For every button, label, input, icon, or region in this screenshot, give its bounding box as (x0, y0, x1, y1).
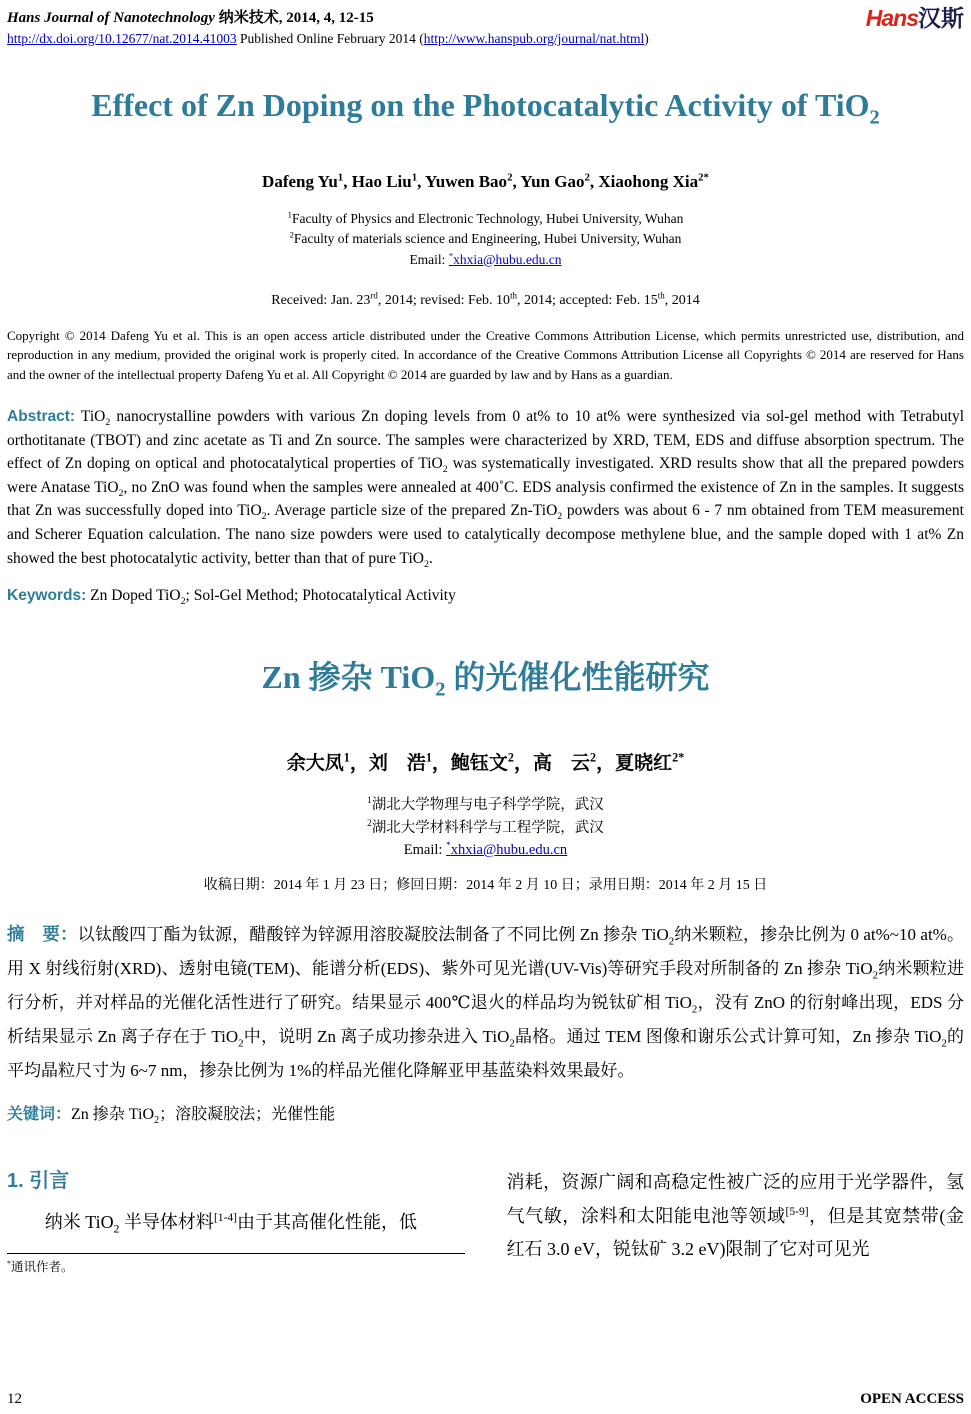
keywords-label-english: Keywords: (7, 587, 87, 605)
close-paren: ) (644, 31, 649, 46)
intro-two-column-section (7, 1164, 964, 1274)
affiliation-2-chinese: $^2$湖北大学材料科学与工程学院，武汉 (367, 818, 604, 836)
abstract-label-english: Abstract: (7, 408, 76, 426)
keywords-text-english: Zn Doped TiO$_2$; Sol-Gel Method; Photocatalytical Activity (86, 587, 456, 608)
abstract-chinese (7, 917, 964, 1088)
email-label: Email: (403, 842, 447, 859)
abstract-text-english: TiO$_2$ nanocrystalline powders with various Zn doping levels from 0 at% to 10 at% were synthesized via sol-gel method with Tetrabutyl orthotitanate (TBOT) and zinc acetate as Ti and Zn source. The samples were characterized by XRD, TEM, EDS and diffuse absorption spectrum. The effect of Zn doping on optical and photocatalytical properties of TiO$_2$ was systematically investigated. XRD results show that all the prepared powders were Anatase TiO$_2$, no ZnO was found when the samples were annealed at 400˚C. EDS analysis confirmed the existence of Zn in the samples. It suggests that Zn was successfully doped into TiO$_2$. Average particle size of the prepared Zn-TiO$_2$ powders was about 6 - 7 nm obtained from TEM measurement and Scherer Equation calculation. The nano size powders were used to catalytically decompose methylene blue, and the sample doped with 1 at% Zn showed the best photocatalytic activity, better than that of pure TiO$_2$. (7, 408, 964, 570)
page-header (7, 6, 964, 47)
email-link[interactable] (446, 842, 567, 858)
affiliation-1-english: $^1$Faculty of Physics and Electronic Technology, Hubei University, Wuhan (287, 209, 684, 226)
keywords-english (7, 587, 964, 608)
abstract-english (7, 405, 964, 570)
abstract-label-chinese: 摘 要： (7, 924, 78, 945)
hans-logo-latin: Hans (865, 5, 918, 31)
page-footer (7, 1391, 964, 1408)
intro-paragraph-left: 纳米 TiO$_2$ 半导体材料[1-4]由于其高催化性能，低 (44, 1212, 417, 1237)
article-title-english: Effect of Zn Doping on the Photocatalytic Activity of TiO$_2$ (91, 87, 880, 129)
corresponding-author-footnote: *通讯作者。 (7, 1258, 74, 1274)
received-dates-english: Received: Jan. 23rd, 2014; revised: Feb. 10th, 2014; accepted: Feb. 15th, 2014 (271, 290, 700, 308)
email-line-chinese (7, 839, 964, 861)
journal-title-chinese: 纳米技术, 2014, 4, 12-15 (218, 10, 374, 26)
email-star: * (448, 250, 454, 260)
published-online-text: Published Online February 2014 ( (240, 31, 424, 46)
email-label: Email: (409, 251, 449, 267)
hans-logo-cjk: 汉斯 (918, 5, 964, 31)
doi-line (7, 31, 649, 47)
keywords-text-chinese: Zn 掺杂 TiO$_2$；溶胶凝胶法；光催性能 (71, 1106, 336, 1127)
author-list-chinese: 余大凤$^1$，刘 浩$^1$，鲍钰文$^2$，高 云$^2$，夏晓红$^{2*}$ (286, 750, 685, 775)
hans-publisher-logo (866, 7, 964, 30)
footnote-divider (7, 1253, 465, 1254)
journal-site-link[interactable]: http://www.hanspub.org/journal/nat.html (423, 31, 645, 46)
keywords-chinese (7, 1101, 964, 1127)
journal-title-line (7, 6, 649, 27)
affiliations-chinese (7, 794, 964, 861)
intro-left-column (7, 1164, 465, 1274)
email-link[interactable] (449, 252, 562, 267)
journal-title-english: Hans Journal of Nanotechnology (7, 10, 215, 26)
email-address: xhxia@hubu.edu.cn (453, 251, 562, 267)
email-star: * (446, 841, 451, 852)
section-1-heading: 1. 引言 (7, 1170, 70, 1193)
email-line-english (7, 250, 964, 270)
affiliations-english (7, 209, 964, 270)
page-number: 12 (7, 1391, 22, 1407)
affiliation-1-chinese: $^1$湖北大学物理与电子科学学院，武汉 (367, 796, 604, 814)
intro-right-column (507, 1164, 965, 1266)
keywords-label-chinese: 关键词： (7, 1106, 72, 1124)
affiliation-2-english: $^2$Faculty of materials science and Engineering, Hubei University, Wuhan (289, 229, 682, 247)
email-address: xhxia@hubu.edu.cn (450, 842, 568, 859)
open-access-label: OPEN ACCESS (860, 1391, 964, 1407)
copyright-notice: Copyright © 2014 Dafeng Yu et al. This is an open access article distributed under the Creative Commons Attribution License, which permits unrestricted use, distribution, and reproduction in any medium, provided the original work is properly cited. In accordance of the Creative Commons Attribution License all Copyrights © 2014 are reserved for Hans and the owner of the intellectual property Dafeng Yu et al. All Copyright © 2014 are guarded by law and by Hans as a guardian. (7, 327, 964, 382)
doi-link[interactable]: http://dx.doi.org/10.12677/nat.2014.41003 (7, 31, 237, 46)
article-title-chinese: Zn 掺杂 TiO$_2$ 的光催化性能研究 (261, 659, 710, 701)
intro-paragraph-right: 消耗，资源广阔和高稳定性被广泛的应用于光学器件，氢气气敏，涂料和太阳能电池等领域[5-9]，但是其宽禁带(金红石 3.0 eV，锐钛矿 3.2 eV)限制了它对可见光 (506, 1172, 964, 1260)
author-list-english: Dafeng Yu$^1$, Hao Liu$^1$, Yuwen Bao$^2$, Yun Gao$^2$, Xiaohong Xia$^{2*}$ (262, 171, 709, 191)
received-dates-chinese: 收稿日期：2014 年 1 月 23 日；修回日期：2014 年 2 月 10 日；录用日期：2014 年 2 月 15 日 (203, 878, 768, 894)
journal-info (7, 6, 649, 47)
abstract-text-chinese: 以钛酸四丁酯为钛源，醋酸锌为锌源用溶胶凝胶法制备了不同比例 Zn 掺杂 TiO$_2$纳米颗粒，掺杂比例为 0 at%~10 at%。用 X 射线衍射(XRD)、透射电镜(TEM)、能谱分析(EDS)、紫外可见光谱(UV-Vis)等研究手段对所制备的 Zn 掺杂 TiO$_2$纳米颗粒进行分析，并对样品的光催化活性进行了研究。结果显示 400℃退火的样品均为锐钛矿相 TiO$_2$，没有 ZnO 的衍射峰出现，EDS 分析结果显示 Zn 离子存在于 TiO$_2$中，说明 Zn 离子成功掺杂进入 TiO$_2$晶格。通过 TEM 图像和谢乐公式计算可知，Zn 掺杂 TiO$_2$的平均晶粒尺寸为 6~7 nm，掺杂比例为 1%的样品光催化降解亚甲基蓝染料效果最好。 (7, 925, 965, 1081)
